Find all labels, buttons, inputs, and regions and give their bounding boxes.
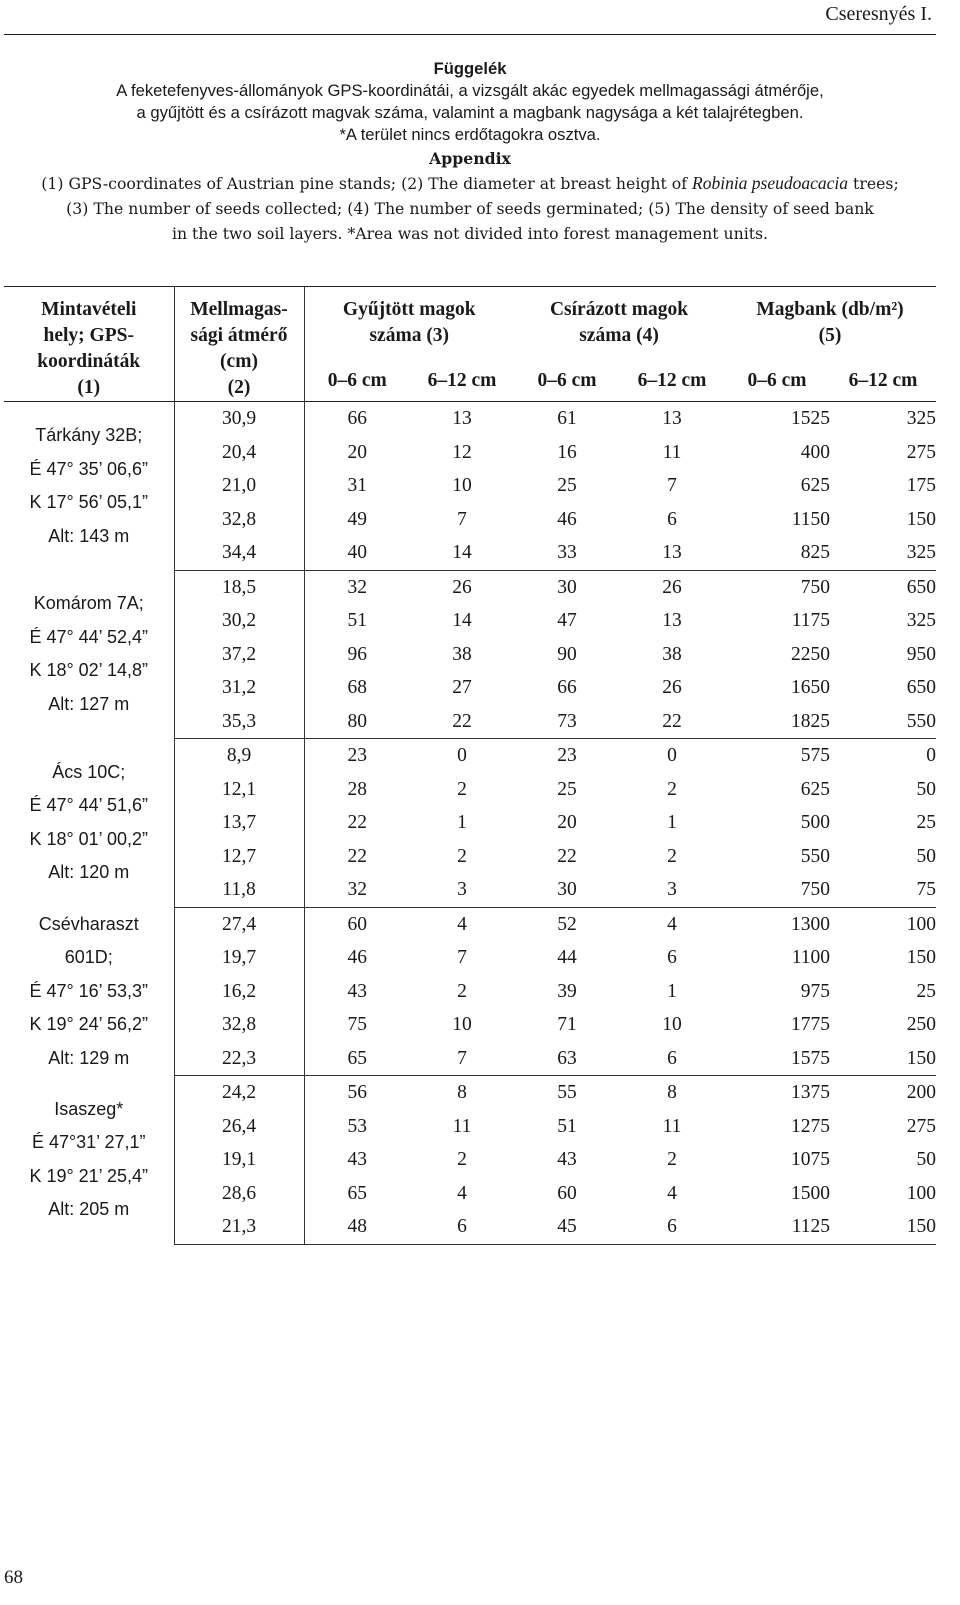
collected-6-12-cell: 13 <box>452 408 472 429</box>
page-number: 68 <box>4 1567 23 1588</box>
header-depth-b: 6–12 cm <box>427 370 497 391</box>
germinated-0-6-cell: 25 <box>557 475 577 496</box>
germinated-0-6-cell: 61 <box>557 408 577 429</box>
collected-0-6-cell: 65 <box>304 1042 410 1076</box>
table-row <box>4 739 936 773</box>
caption-en-line <box>4 171 936 196</box>
seedbank-0-6-cell: 1500 <box>791 1182 831 1204</box>
diameter-cell: 22,3 <box>174 1042 304 1076</box>
germinated-0-6-cell: 16 <box>557 441 577 463</box>
caption-en-part: trees; <box>848 174 899 193</box>
seedbank-0-6-cell: 500 <box>800 812 831 833</box>
header-line: Mintavételi <box>41 299 137 320</box>
seedbank-6-12-cell: 100 <box>906 1182 937 1204</box>
collected-0-6-cell: 68 <box>347 677 367 698</box>
germinated-0-6-cell: 33 <box>514 536 620 570</box>
diameter-cell: 30,2 <box>174 604 304 638</box>
seedbank-0-6-cell: 750 <box>800 576 831 598</box>
diameter-cell: 8,9 <box>174 739 304 773</box>
table-row <box>4 402 936 436</box>
seedbank-6-12-cell: 325 <box>906 408 937 429</box>
table-row <box>4 570 936 604</box>
seedbank-6-12-cell: 250 <box>906 1014 937 1035</box>
collected-6-12-cell: 8 <box>457 1082 467 1103</box>
seedbank-0-6-cell: 750 <box>724 873 830 907</box>
germinated-6-12-cell: 26 <box>662 576 682 598</box>
caption-species: Robinia pseudoacacia <box>692 173 849 193</box>
diameter-cell: 27,4 <box>174 907 304 941</box>
header-depth-a: 0–6 cm <box>537 370 597 391</box>
collected-0-6-cell: 32 <box>347 576 367 598</box>
seedbank-6-12-cell: 150 <box>830 1042 936 1076</box>
site-cell <box>4 402 174 571</box>
germinated-0-6-cell: 20 <box>557 812 577 833</box>
diameter-cell: 12,1 <box>174 773 304 807</box>
appendix-table <box>4 286 936 1245</box>
header-depth-a: 0–6 cm <box>327 370 387 391</box>
diameter-cell: 31,2 <box>174 671 304 705</box>
site-line: Alt: 129 m <box>48 1047 130 1068</box>
germinated-0-6-cell: 25 <box>557 778 577 800</box>
diameter-cell: 19,1 <box>174 1143 304 1177</box>
seedbank-6-12-cell: 0 <box>926 745 937 766</box>
header-line: Magbank (db/m²) <box>756 299 904 320</box>
collected-6-12-cell: 4 <box>457 913 467 935</box>
seedbank-0-6-cell: 1650 <box>791 677 831 698</box>
seedbank-6-12-cell: 200 <box>906 1082 937 1103</box>
site-line: 601D; <box>64 947 113 967</box>
header-depth-b: 6–12 cm <box>848 370 918 391</box>
diameter-cell: 32,8 <box>174 1008 304 1042</box>
seedbank-6-12-cell: 25 <box>916 812 937 833</box>
site-line: É 47° 16’ 53,3” <box>29 980 149 1001</box>
collected-0-6-cell: 80 <box>304 705 410 739</box>
diameter-cell: 34,4 <box>174 536 304 570</box>
collected-6-12-cell: 10 <box>452 1014 472 1035</box>
collected-6-12-cell: 0 <box>457 745 467 766</box>
germinated-6-12-cell: 7 <box>667 475 677 496</box>
collected-0-6-cell: 43 <box>347 1149 367 1170</box>
collected-0-6-cell: 22 <box>347 812 367 833</box>
germinated-6-12-cell: 2 <box>667 845 677 867</box>
diameter-cell: 12,7 <box>174 840 304 874</box>
seedbank-0-6-cell: 1825 <box>724 705 830 739</box>
diameter-cell: 28,6 <box>174 1177 304 1211</box>
collected-6-12-cell: 12 <box>452 441 472 463</box>
caption-en-line: (3) The number of seeds collected; (4) The number of seeds germinated; (5) The density of seed bank <box>66 199 874 218</box>
site-line: Komárom 7A; <box>33 593 144 614</box>
collected-6-12-cell: 1 <box>457 812 467 833</box>
site-line: Csévharaszt <box>38 913 139 934</box>
germinated-6-12-cell: 0 <box>667 745 677 766</box>
collected-6-12-cell: 10 <box>452 475 472 496</box>
site-line: K 19° 24’ 56,2” <box>29 1014 149 1034</box>
table-body <box>4 402 936 1245</box>
caption-hu-line: *A terület nincs erdőtagokra osztva. <box>339 125 601 144</box>
site-line: É 47° 44’ 52,4” <box>29 626 149 647</box>
diameter-cell: 13,7 <box>174 806 304 840</box>
seedbank-6-12-cell: 150 <box>906 947 937 968</box>
header-collected <box>304 287 514 362</box>
header-seedbank <box>724 287 936 362</box>
seedbank-0-6-cell: 1150 <box>791 508 831 530</box>
seedbank-0-6-cell: 550 <box>800 845 831 867</box>
site-line: É 47° 35’ 06,6” <box>29 458 149 479</box>
site-line: Alt: 205 m <box>48 1199 130 1220</box>
seedbank-0-6-cell: 975 <box>800 980 831 1002</box>
seedbank-0-6-cell: 1575 <box>724 1042 830 1076</box>
header-line: száma (4) <box>579 325 659 346</box>
site-line: É 47°31’ 27,1” <box>31 1132 146 1153</box>
caption-hu-line: A feketefenyves-állományok GPS-koordinátái, a vizsgált akác egyedek mellmagassági átmérője, <box>116 81 824 100</box>
collected-6-12-cell: 3 <box>410 873 514 907</box>
diameter-cell: 11,8 <box>174 873 304 907</box>
collected-0-6-cell: 43 <box>347 980 367 1002</box>
seedbank-6-12-cell: 650 <box>906 677 937 698</box>
germinated-6-12-cell: 6 <box>667 508 677 530</box>
germinated-6-12-cell: 4 <box>667 913 677 935</box>
collected-6-12-cell: 2 <box>457 1149 467 1170</box>
germinated-6-12-cell: 1 <box>667 812 677 833</box>
collected-6-12-cell: 2 <box>457 845 467 867</box>
header-line: sági átmérő <box>190 325 288 346</box>
header-line: (5) <box>818 325 842 346</box>
site-line: Alt: 127 m <box>48 693 130 714</box>
seedbank-0-6-cell: 825 <box>724 536 830 570</box>
germinated-6-12-cell: 13 <box>620 536 724 570</box>
site-cell <box>4 739 174 908</box>
collected-6-12-cell: 2 <box>457 980 467 1002</box>
germinated-0-6-cell: 71 <box>557 1014 577 1035</box>
diameter-cell: 18,5 <box>174 570 304 604</box>
caption-en-line: in the two soil layers. *Area was not divided into forest management units. <box>171 224 769 243</box>
germinated-6-12-cell: 6 <box>667 947 677 968</box>
header-line: (cm) <box>220 351 258 372</box>
header-depth-b: 6–12 cm <box>637 370 707 391</box>
site-line: Tárkány 32B; <box>35 425 143 445</box>
germinated-0-6-cell: 90 <box>557 643 577 665</box>
collected-6-12-cell: 38 <box>452 643 472 665</box>
header-diameter <box>174 287 304 402</box>
collected-6-12-cell: 14 <box>410 536 514 570</box>
seedbank-0-6-cell: 400 <box>800 441 831 463</box>
site-line: K 18° 02’ 14,8” <box>29 660 149 681</box>
header-line: Mellmagas- <box>190 299 288 320</box>
germinated-0-6-cell: 63 <box>514 1042 620 1076</box>
header-line: (1) <box>77 377 101 398</box>
germinated-6-12-cell: 3 <box>620 873 724 907</box>
header-germinated <box>514 287 724 362</box>
site-line: Alt: 120 m <box>48 862 130 883</box>
collected-6-12-cell: 26 <box>452 576 472 598</box>
seedbank-0-6-cell: 625 <box>800 475 831 496</box>
germinated-0-6-cell: 44 <box>557 947 577 968</box>
caption-en-part: (1) GPS-coordinates of Austrian pine stands; (2) The diameter at breast height of <box>41 174 693 193</box>
germinated-6-12-cell: 11 <box>662 1115 682 1137</box>
germinated-6-12-cell: 22 <box>620 705 724 739</box>
seedbank-6-12-cell: 50 <box>916 845 937 867</box>
seedbank-0-6-cell: 1525 <box>791 408 831 429</box>
germinated-6-12-cell: 1 <box>667 980 677 1002</box>
germinated-6-12-cell: 8 <box>667 1082 677 1103</box>
germinated-0-6-cell: 51 <box>557 1115 577 1137</box>
header-depth-a: 0–6 cm <box>747 370 807 391</box>
caption-en-title: Appendix <box>429 149 511 168</box>
seedbank-0-6-cell: 2250 <box>791 643 831 665</box>
seedbank-6-12-cell: 25 <box>916 980 937 1002</box>
diameter-cell: 30,9 <box>174 402 304 436</box>
germinated-0-6-cell: 73 <box>514 705 620 739</box>
seedbank-6-12-cell: 325 <box>830 536 936 570</box>
collected-0-6-cell: 48 <box>304 1210 410 1244</box>
site-cell <box>4 1076 174 1245</box>
germinated-0-6-cell: 39 <box>557 980 577 1002</box>
site-line: K 18° 01’ 00,2” <box>29 828 149 849</box>
diameter-cell: 21,3 <box>174 1210 304 1244</box>
collected-0-6-cell: 53 <box>347 1115 367 1137</box>
seedbank-6-12-cell: 325 <box>906 610 937 631</box>
collected-6-12-cell: 7 <box>410 1042 514 1076</box>
collected-0-6-cell: 23 <box>347 745 367 766</box>
collected-0-6-cell: 20 <box>347 441 367 463</box>
site-line: Alt: 143 m <box>48 525 130 546</box>
collected-6-12-cell: 6 <box>410 1210 514 1244</box>
diameter-cell: 24,2 <box>174 1076 304 1110</box>
site-line: K 17° 56’ 05,1” <box>29 492 149 512</box>
diameter-cell: 20,4 <box>174 436 304 470</box>
germinated-6-12-cell: 11 <box>662 441 682 463</box>
germinated-6-12-cell: 6 <box>620 1042 724 1076</box>
collected-0-6-cell: 96 <box>347 643 367 665</box>
seedbank-6-12-cell: 275 <box>906 441 937 463</box>
header-site <box>4 287 174 402</box>
collected-0-6-cell: 46 <box>347 947 367 968</box>
seedbank-0-6-cell: 1075 <box>791 1149 831 1170</box>
diameter-cell: 19,7 <box>174 941 304 975</box>
collected-6-12-cell: 22 <box>410 705 514 739</box>
germinated-6-12-cell: 38 <box>662 643 682 665</box>
collected-6-12-cell: 2 <box>457 778 467 800</box>
header-line: száma (3) <box>369 325 450 346</box>
germinated-0-6-cell: 22 <box>557 845 577 867</box>
germinated-6-12-cell: 26 <box>662 677 682 698</box>
germinated-6-12-cell: 10 <box>662 1014 682 1035</box>
running-head: Cseresnyés I. <box>825 3 932 25</box>
collected-6-12-cell: 11 <box>452 1115 472 1137</box>
diameter-cell: 37,2 <box>174 638 304 672</box>
seedbank-6-12-cell: 950 <box>906 643 937 665</box>
header-line: hely; GPS- <box>43 325 134 346</box>
collected-6-12-cell: 7 <box>457 508 467 530</box>
collected-0-6-cell: 75 <box>347 1014 367 1035</box>
seedbank-6-12-cell: 150 <box>830 1210 936 1244</box>
germinated-6-12-cell: 4 <box>667 1182 677 1204</box>
seedbank-0-6-cell: 1125 <box>724 1210 830 1244</box>
germinated-0-6-cell: 30 <box>514 873 620 907</box>
germinated-6-12-cell: 13 <box>662 408 682 429</box>
diameter-cell: 16,2 <box>174 975 304 1009</box>
site-line: Isaszeg* <box>54 1098 124 1119</box>
diameter-cell: 26,4 <box>174 1110 304 1144</box>
diameter-cell: 32,8 <box>174 503 304 537</box>
header-line: (2) <box>227 377 251 398</box>
diameter-cell: 21,0 <box>174 469 304 503</box>
seedbank-0-6-cell: 575 <box>800 745 831 766</box>
germinated-0-6-cell: 43 <box>557 1149 577 1170</box>
seedbank-0-6-cell: 1375 <box>791 1082 831 1103</box>
seedbank-6-12-cell: 175 <box>906 475 937 496</box>
germinated-0-6-cell: 60 <box>557 1182 577 1204</box>
germinated-6-12-cell: 2 <box>667 778 677 800</box>
seedbank-6-12-cell: 50 <box>916 778 937 800</box>
seedbank-6-12-cell: 150 <box>906 508 937 530</box>
seedbank-6-12-cell: 100 <box>906 913 937 935</box>
caption-hu-title: Függelék <box>433 59 507 78</box>
germinated-0-6-cell: 45 <box>514 1210 620 1244</box>
germinated-0-6-cell: 52 <box>557 913 577 935</box>
collected-0-6-cell: 56 <box>347 1082 367 1103</box>
germinated-0-6-cell: 30 <box>557 576 577 598</box>
seedbank-0-6-cell: 1300 <box>791 913 831 935</box>
site-line: Ács 10C; <box>52 761 126 782</box>
germinated-0-6-cell: 23 <box>557 745 577 766</box>
seedbank-6-12-cell: 650 <box>906 576 937 598</box>
site-cell <box>4 907 174 1076</box>
collected-0-6-cell: 60 <box>347 913 367 935</box>
collected-6-12-cell: 14 <box>452 610 472 631</box>
collected-6-12-cell: 4 <box>457 1182 467 1204</box>
germinated-0-6-cell: 47 <box>557 610 577 631</box>
table-caption <box>4 58 936 246</box>
collected-0-6-cell: 31 <box>347 475 367 496</box>
diameter-cell: 35,3 <box>174 705 304 739</box>
header-line: Gyűjtött magok <box>342 299 476 320</box>
collected-0-6-cell: 40 <box>304 536 410 570</box>
seedbank-6-12-cell: 275 <box>906 1115 937 1137</box>
seedbank-0-6-cell: 1175 <box>791 610 831 631</box>
collected-0-6-cell: 28 <box>347 778 367 800</box>
germinated-0-6-cell: 55 <box>557 1082 577 1103</box>
germinated-6-12-cell: 6 <box>620 1210 724 1244</box>
seedbank-0-6-cell: 1100 <box>791 947 831 968</box>
seedbank-0-6-cell: 1775 <box>791 1014 831 1035</box>
seedbank-0-6-cell: 1275 <box>791 1115 831 1137</box>
site-line: K 19° 21’ 25,4” <box>29 1165 149 1186</box>
table-row <box>4 907 936 941</box>
germinated-0-6-cell: 66 <box>557 677 577 698</box>
collected-0-6-cell: 32 <box>304 873 410 907</box>
seedbank-6-12-cell: 75 <box>830 873 936 907</box>
collected-0-6-cell: 51 <box>347 610 367 631</box>
germinated-0-6-cell: 46 <box>557 508 577 530</box>
collected-0-6-cell: 22 <box>347 845 367 867</box>
seedbank-0-6-cell: 625 <box>800 778 831 800</box>
header-rule <box>4 34 936 35</box>
seedbank-6-12-cell: 50 <box>916 1149 937 1170</box>
header-line: koordináták <box>37 351 141 372</box>
header-line: Csírázott magok <box>549 299 689 320</box>
collected-0-6-cell: 65 <box>347 1182 367 1204</box>
collected-6-12-cell: 7 <box>457 947 467 968</box>
seedbank-6-12-cell: 550 <box>830 705 936 739</box>
caption-hu-line: a gyűjtött és a csírázott magvak száma, valamint a magbank nagysága a két talajrétegben. <box>136 103 804 122</box>
table-row <box>4 1076 936 1110</box>
germinated-6-12-cell: 13 <box>662 610 682 631</box>
site-line: É 47° 44’ 51,6” <box>29 795 149 816</box>
collected-0-6-cell: 66 <box>347 408 367 429</box>
collected-6-12-cell: 27 <box>452 677 472 698</box>
germinated-6-12-cell: 2 <box>667 1149 677 1170</box>
site-cell <box>4 570 174 739</box>
collected-0-6-cell: 49 <box>347 508 367 530</box>
